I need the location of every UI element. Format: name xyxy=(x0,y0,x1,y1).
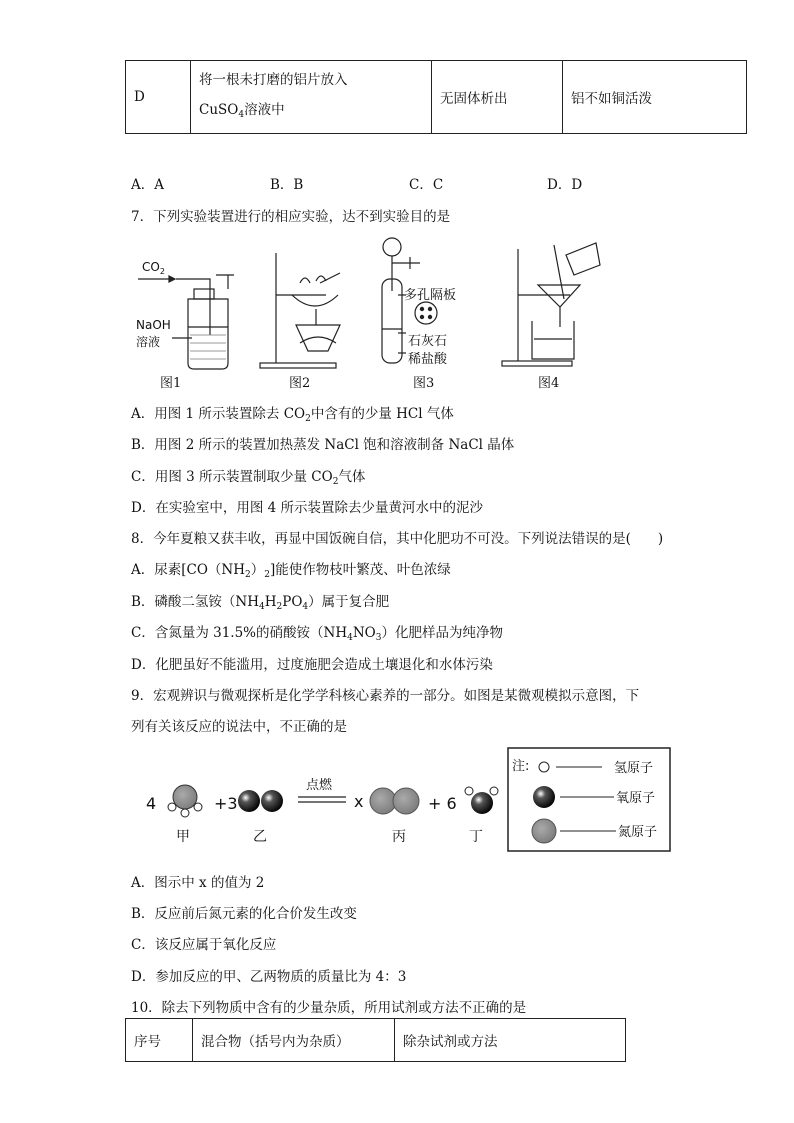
header-mixture: 混合物（括号内为杂质） xyxy=(193,1019,395,1062)
q7-option-c: C．用图 3 所示装置制取少量 $CO_2$气体 xyxy=(131,469,366,487)
q8-option-b: B．磷酸二氢铵$(NH_4H_2PO_4)$属于复合肥 xyxy=(131,594,390,612)
name-bing: 丙 xyxy=(392,829,406,845)
q6-option-b: B．B xyxy=(270,177,304,193)
name-ding: 丁 xyxy=(469,829,483,845)
legend-nitrogen: 氮原子 xyxy=(618,825,658,840)
figure-3-gas-generator xyxy=(382,238,456,367)
coef-bing: x xyxy=(354,792,364,811)
figure-caption-3: 图3 xyxy=(413,376,435,391)
legend-box xyxy=(508,748,670,851)
conclusion-cell: 铝不如铜活泼 xyxy=(563,61,747,134)
molecule-jia xyxy=(168,785,202,817)
svg-text:溶液: 溶液 xyxy=(136,335,161,349)
q6-option-a: A．A xyxy=(131,177,164,193)
coef-jia: 4 xyxy=(146,794,157,813)
header-method: 除杂试剂或方法 xyxy=(395,1019,626,1062)
name-jia: 甲 xyxy=(176,829,190,845)
q7-option-d: D．在实验室中，用图 4 所示装置除去少量黄河水中的泥沙 xyxy=(131,500,483,516)
figure-caption-2: 图2 xyxy=(289,376,311,391)
molecule-ding xyxy=(465,787,498,814)
row-label: D xyxy=(126,61,191,134)
q7-stem: 7．下列实验装置进行的相应实验，达不到实验目的是 xyxy=(131,209,451,225)
header-index: 序号 xyxy=(126,1019,193,1062)
q6-option-c: C．C xyxy=(409,177,444,193)
reaction-condition: 点燃 xyxy=(306,778,333,793)
coef-ding: + 6 xyxy=(428,794,457,813)
q10-table xyxy=(125,1018,626,1062)
figure-caption-1: 图1 xyxy=(160,376,182,391)
q9-stem-line1: 9．宏观辨识与微观探析是化学学科核心素养的一部分。如图是某微观模拟示意图，下 xyxy=(131,688,640,704)
operation-cell: 将一根未打磨的铝片放入 CuSO$_4$溶液中 xyxy=(191,61,432,134)
q8-option-d: D．化肥虽好不能滥用，过度施肥会造成土壤退化和水体污染 xyxy=(131,657,493,673)
q9-option-a: A．图示中 x 的值为 2 xyxy=(131,875,265,891)
legend-oxygen: 氧原子 xyxy=(616,791,656,806)
figure-4-filtration xyxy=(502,243,600,366)
svg-text:NaOH: NaOH xyxy=(136,318,171,332)
q8-option-c: C．含氮量为 31.5%的硝酸铵$(NH_4NO_3)$化肥样品为纯净物 xyxy=(131,625,503,643)
figure-1-gas-washing-bottle xyxy=(136,260,234,369)
figure-2-evaporating-dish xyxy=(260,253,340,368)
legend-hydrogen: 氢原子 xyxy=(614,761,654,776)
q9-option-c: C．该反应属于氧化反应 xyxy=(131,937,277,953)
answer-table-top xyxy=(125,60,747,134)
coef-yi: +3 xyxy=(214,794,238,813)
q8-stem: 8．今年夏粮又获丰收，再显中国饭碗自信，其中化肥功不可没。下列说法错误的是( ) xyxy=(131,531,664,547)
figure-caption-4: 图4 xyxy=(538,376,560,391)
svg-text:注:: 注: xyxy=(512,759,530,774)
q6-option-d: D．D xyxy=(547,177,583,193)
phenomenon-cell: 无固体析出 xyxy=(432,61,563,134)
q9-option-b: B．反应前后氮元素的化合价发生改变 xyxy=(131,906,357,922)
q10-stem: 10．除去下列物质中含有的少量杂质，所用试剂或方法不正确的是 xyxy=(131,1000,527,1016)
svg-text:CO2: $CO_2$ xyxy=(142,260,165,276)
q9-stem-line2: 列有关该反应的说法中，不正确的是 xyxy=(131,719,347,735)
q7-apparatus-figures xyxy=(130,235,610,390)
molecule-bing xyxy=(370,788,419,814)
svg-text:稀盐酸: 稀盐酸 xyxy=(408,352,448,367)
q9-reaction-diagram xyxy=(140,745,675,855)
name-yi: 乙 xyxy=(253,829,267,845)
svg-text:多孔隔板: 多孔隔板 xyxy=(404,288,457,303)
molecule-yi xyxy=(238,790,283,812)
q9-option-d: D．参加反应的甲、乙两物质的质量比为 4：3 xyxy=(131,969,407,985)
q8-option-a: A．尿素$[CO(NH_2)_2]$能使作物枝叶繁茂、叶色浓绿 xyxy=(131,562,451,580)
q7-option-b: B．用图 2 所示的装置加热蒸发 NaCl 饱和溶液制备 NaCl 晶体 xyxy=(131,437,515,453)
q7-option-a: A．用图 1 所示装置除去 $CO_2$中含有的少量 HCl 气体 xyxy=(131,406,454,424)
svg-text:石灰石: 石灰石 xyxy=(408,334,448,349)
